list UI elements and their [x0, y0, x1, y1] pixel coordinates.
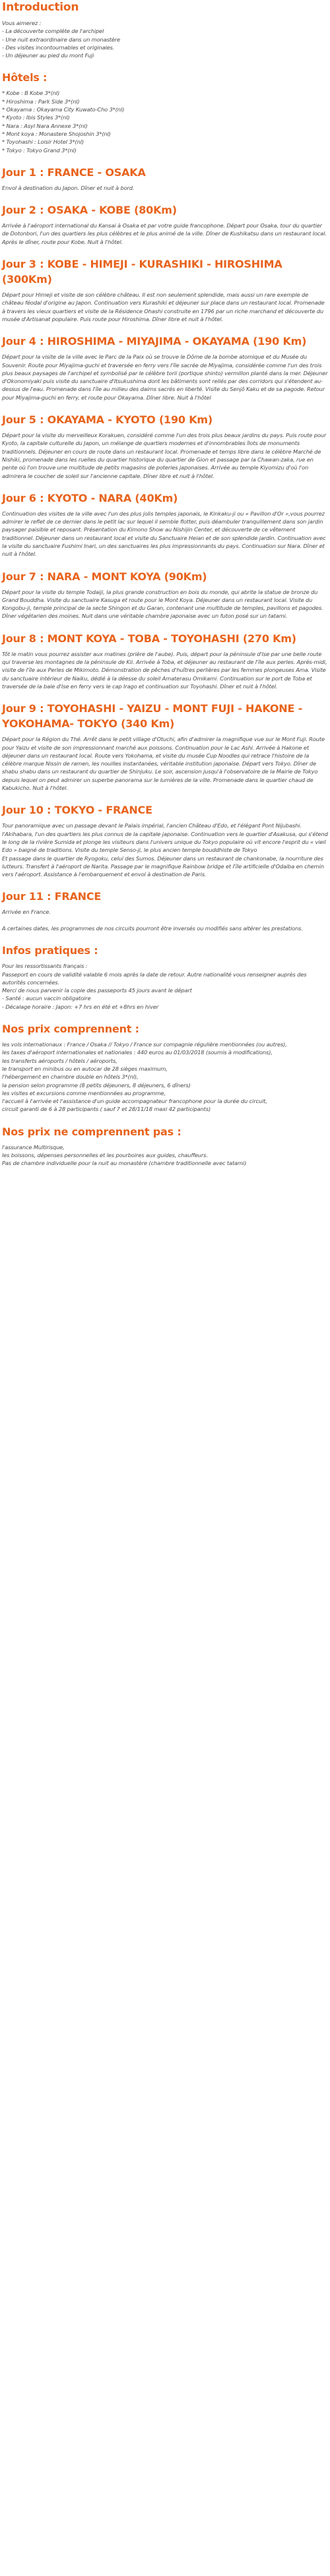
day-8-heading: Jour 8 : MONT KOYA - TOBA - TOYOHASHI (270 Km) — [2, 632, 296, 645]
day-5-heading: Jour 5 : OKAYAMA - KYOTO (190 Km) — [2, 413, 213, 427]
day-1-heading: Jour 1 : FRANCE - OSAKA — [2, 165, 146, 179]
hotel-item: * Nara : Asyl Nara Annexe 3*(nl) — [2, 122, 88, 129]
infos-line: Merci de nous parvenir la copie des passeports 45 jours avant le départ — [2, 987, 192, 994]
price-includes-item: l'accueil à l'arrivée et l'assistance d'un guide accompagnateur francophone pour la durée du circuit, — [2, 1098, 267, 1105]
day-9-section — [2, 701, 328, 792]
hotel-item: * Kobe : B Kobe 3*(nl) — [2, 90, 60, 97]
price-excludes-section — [2, 1124, 328, 1168]
day-6-section — [2, 491, 328, 558]
day-8-description: Tôt le matin vous pourrez assister aux matines (prière de l'aube). Puis, départ pour la péninsule d'Ise par une belle route qui traverse les montagnes de la péninsule de Kii. Arrivée à Toba, et déjeuner au restaurant de l'île aux perles. Après-midi, visite de l'île aux Perles de Mikimoto. Démonstration de pêches d'huîtres perlières par les femmes plongeuses Ama. Visite du sanctuaire intérieur de Naiku, dédié à la déesse du soleil Amaterasu Omikami. Continuation sur le port de Toba et traversée de la baie d'Ise en ferry vers le cap Irago et continuation sur Toyohashi. Dîner et nuit à l'hôtel. — [2, 650, 327, 690]
price-excludes-heading: Nos prix ne comprennent pas : — [2, 1125, 182, 1138]
day-2-heading: Jour 2 : OSAKA - KOBE (80Km) — [2, 204, 177, 217]
infos-section — [2, 943, 328, 1011]
hotel-item: * Tokyo : Tokyo Grand 3*(nl) — [2, 146, 77, 154]
day-3-heading: Jour 3 : KOBE - HIMEJI - KURASHIKI - HIROSHIMA (300Km) — [2, 258, 282, 286]
introduction-section — [2, 0, 328, 59]
day-2-description: Arrivée à l'aéroport international du Kansai à Osaka et par votre guide francophone. Départ pour Osaka, tour du quartier de Dotonbori, l'un des quartiers les plus célèbres et le plus animé de la ville. Dîner de Kushikatsu dans un restaurant local. Après le dîner, route pour Kobe. Nuit à l'hôtel. — [2, 222, 327, 245]
price-excludes-item: l'assurance Multirisque, — [2, 1143, 65, 1151]
itinerary-page — [0, 0, 330, 1177]
price-excludes-item: Pas de chambre individuelle pour la nuit au monastère (chambre traditionnelle avec tatami) — [2, 1160, 247, 1167]
day-7-section — [2, 569, 328, 620]
hotels-section — [2, 70, 328, 154]
hotel-item: * Hiroshima : Park Side 3*(nl) — [2, 98, 80, 105]
day-10-heading: Jour 10 : TOKYO - FRANCE — [2, 804, 152, 817]
infos-line: - Décalage horaire : Japon: +7 hrs en été et +8hrs en hiver — [2, 1003, 159, 1010]
day-11-description: Arrivée en France. A certaines dates, les programmes de nos circuits pourront être inversés ou modifiés sans altérer les prestations. — [2, 909, 303, 932]
day-6-description: Continuation des visites de la ville avec l'un des plus jolis temples japonais, le Kinkaku-ji ou « Pavillon d'Or »,vous pourrez admirer le reflet de ce dernier dans le petit lac sur lequel il semble flotter, puis déambuler tranquillement dans son jardin paysager paisible et reposant. Présentation du Kimono Show au Nishijin Center, et découverte de ce vêtement traditionnel. Déjeuner dans un restaurant local et visite du Sanctuaire Heian et de son splendide jardin. Continuation avec la visite du sanctuaire Fushimi Inari, un des sanctuaires les plus impressionnants du pays. Continuation sur Nara. Dîner et nuit à l'hôtel. — [2, 510, 326, 558]
infos-line: Passeport en cours de validité valable 6 mois après la date de retour. Autre nationalité vous renseigner auprès des autorités concernées. — [2, 971, 307, 986]
price-includes-item: les transferts aéroports / hôtels / aéroports, — [2, 1057, 117, 1064]
day-11-section — [2, 889, 328, 932]
infos-line: Pour les ressortissants français : — [2, 963, 88, 970]
day-2-section — [2, 202, 328, 246]
introduction-heading: Introduction — [2, 1, 79, 14]
day-7-description: Départ pour la visite du temple Todaiji, la plus grande construction en bois du monde, qui abrite la statue de bronze du Grand Bouddha. Visite du sanctuaire Kasuga et route pour le Mont Koya. Déjeuner dans un restaurant local. Visite du Kongobu-ji, temple principal de la secte Shingon et du Garan, contenant une multitude de temples, pavillons et pagodes. Dîner végétarien des moines. Nuit dans une véritable chambre japonaise avec un futon posé sur un tatami. — [2, 588, 323, 620]
hotels-heading: Hôtels : — [2, 71, 48, 84]
day-9-description: Départ pour la Région du Thé. Arrêt dans le petit village d'Otuchi, afin d'admirer la magnifique vue sur le Mont Fuji. Route pour Yaizu et visite de son impressionnant marché aux poissons. Continuation pour le Lac Ashi. Arrivée à Hakone et déjeuner dans un restaurant local. Route vers Yokohama, et visite du musée Cup Noodles qui retrace l'histoire de la célèbre marque Nissin de ramen, les nouilles instantanées, véritable institution japonaise. Départ vers Tokyo. Dîner de shabu shabu dans un restaurant du quartier de Shinjuku. Le soir, ascension jusqu'à l'observatoire de la Mairie de Tokyo depuis lequel on peut admirer un superbe panorama sur le lumières de la ville. Promenade dans le quartier chaud de Kabukicho. Nuit à l'hôtel. — [2, 736, 325, 792]
day-10-description: Tour panoramique avec un passage devant le Palais impérial, l'ancien Château d'Edo, et l'élégant Pont Nijubashi. l'Akihabara, l'un des quartiers les plus connus de la capitale japonaise. Continuation vers le quartier d'Asakusa, qui s'étend le long de la rivière Sumida et plonge les visiteurs dans l'univers unique du Tokyo populaire où vit encore l'esprit du « vieil Edo » baigné de traditions. Visite du temple Senso-ji, le plus ancien temple bouddhiste de Tokyo Et passage dans le quartier de Ryogoku, celui des Sumos. Déjeuner dans un restaurant de chankonabe, la nourriture des lutteurs. Transfert à l'aéroport de Narita. Passage par le magnifique Rainbow bridge et l'île artificielle d'Odaiba en chemin vers l'aéroport. Assistance à l'embarquement et envol à destination de Paris. — [2, 822, 328, 878]
introduction-line: - Une nuit extraordinaire dans un monastère — [2, 36, 121, 43]
day-1-description: Envol à destination du Japon. Dîner et nuit à bord. — [2, 184, 135, 191]
price-includes-item: les vols internationaux : France / Osaka // Tokyo / France sur compagnie régulière mentionnées (ou autres), — [2, 1041, 287, 1048]
day-4-heading: Jour 4 : HIROSHIMA - MIYAJIMA - OKAYAMA (190 Km) — [2, 335, 307, 348]
day-6-heading: Jour 6 : KYOTO - NARA (40Km) — [2, 491, 178, 504]
infos-heading: Infos pratiques : — [2, 944, 98, 957]
day-3-section — [2, 256, 328, 323]
day-4-description: Départ pour la visite de la ville avec le Parc de la Paix où se trouve le Dôme de la bombe atomique et du Musée du Souvenir. Route pour Miyajima-guchi et traversée en ferry vers l'île sacrée de Miyajima, considérée comme l'un des trois plus beaux paysages de l'archipel et symbolisé par le célèbre torii (portique shinto) vermillon planté dans la mer. Déjeuner d'Okonomiyaki puis visite du sanctuaire d'Itsukushima dont les bâtiments sont reliés par des corridors qui s'étendent au-dessus de l'eau. Promenade dans l'île au milieu des daims sacrés en liberté. Visite du Senjô Kaku et de sa pagode. Retour pour Miyajima-guchi en ferry, et route pour Okayama. Dîner libre. Nuit à l'hôtel — [2, 353, 328, 401]
hotel-item: * Okayama : Okayama City Kuwato-Cho 3*(nl) — [2, 106, 125, 113]
price-includes-item: l'hébergement en chambre double en hôtels 3*(nl), — [2, 1073, 139, 1081]
price-includes-item: le transport en minibus ou en autocar de 28 sièges maximum, — [2, 1065, 168, 1072]
day-4-section — [2, 334, 328, 402]
price-includes-item: les taxes d'aéroport internationales et nationales : 440 euros au 01/03/2018 (soumis à modifications), — [2, 1049, 273, 1056]
day-9-heading: Jour 9 : TOYOHASHI - YAIZU - MONT FUJI - HAKONE - YOKOHAMA- TOKYO (340 Km) — [2, 702, 303, 731]
introduction-line: - Un déjeuner au pied du mont Fuji — [2, 52, 94, 59]
day-1-section — [2, 165, 328, 192]
introduction-line: Vous aimerez : — [2, 20, 42, 26]
price-excludes-item: les boissons, dépenses personnelles et les pourboires aux guides, chauffeurs. — [2, 1152, 208, 1159]
hotel-item: * Toyohashi : Loisir Hotel 3*(nl) — [2, 138, 84, 146]
price-includes-item: les visites et excursions comme mentionnées au programme, — [2, 1089, 166, 1096]
hotel-item: * Mont koya : Monastere Shojoshin 3*(nl) — [2, 130, 111, 137]
hotel-item: * Kyoto : Ibis Styles 3*(nl) — [2, 114, 70, 121]
day-5-section — [2, 412, 328, 480]
price-includes-item: la pension selon programme (8 petits déjeuners, 8 déjeuners, 6 dîners) — [2, 1081, 191, 1089]
infos-line: - Santé : aucun vaccin obligatoire — [2, 995, 91, 1002]
day-10-section — [2, 802, 328, 878]
day-5-description: Départ pour la visite du merveilleux Korakuen, considéré comme l'un des trois plus beaux jardins du pays. Puis route pour Kyoto, la capitale culturelle du Japon, un mélange de quartiers modernes et d'innombrables îlots de monuments traditionnels. Déjeuner en cours de route dans un restaurant local. Promenade et temps libre dans le célèbre Marché de Nishiki, promenade dans les ruelles du quartier historique du quartier de Gion et passage par la Chawan-zaka, rue en pente où l'on trouve une multitude de petits magasins de poteries japonaises. Arrivée au temple Kiyomizu d'où l'on admirera le coucher de soleil sur l'ancienne capitale. Dîner libre et nuit à l'hôtel. — [2, 432, 327, 479]
price-includes-item: circuit garanti de 6 à 28 participants ( sauf 7 et 28/11/18 maxi 42 participants) — [2, 1106, 211, 1113]
day-3-description: Départ pour Himeji et visite de son célèbre château. Il est non seulement splendide, mais aussi un rare exemple de château féodal d'origine au Japon. Continuation vers Kurashiki et déjeuner sur place dans un restaurant local. Promenade à travers les vieux quartiers et visite de la Résidence Ohashi construite en 1796 par un riche marchand et découverte du musée d'Artisanat populaire. Puis route pour Hiroshima. Dîner libre et nuit à l'hôtel. — [2, 291, 325, 322]
day-7-heading: Jour 7 : NARA - MONT KOYA (90Km) — [2, 570, 207, 583]
introduction-line: - Des visites incontournables et originales. — [2, 44, 115, 51]
price-includes-heading: Nos prix comprennent : — [2, 1023, 139, 1036]
day-8-section — [2, 631, 328, 690]
day-11-heading: Jour 11 : FRANCE — [2, 890, 102, 903]
price-includes-section — [2, 1021, 328, 1114]
introduction-line: - La découverte complète de l'archipel — [2, 28, 104, 35]
